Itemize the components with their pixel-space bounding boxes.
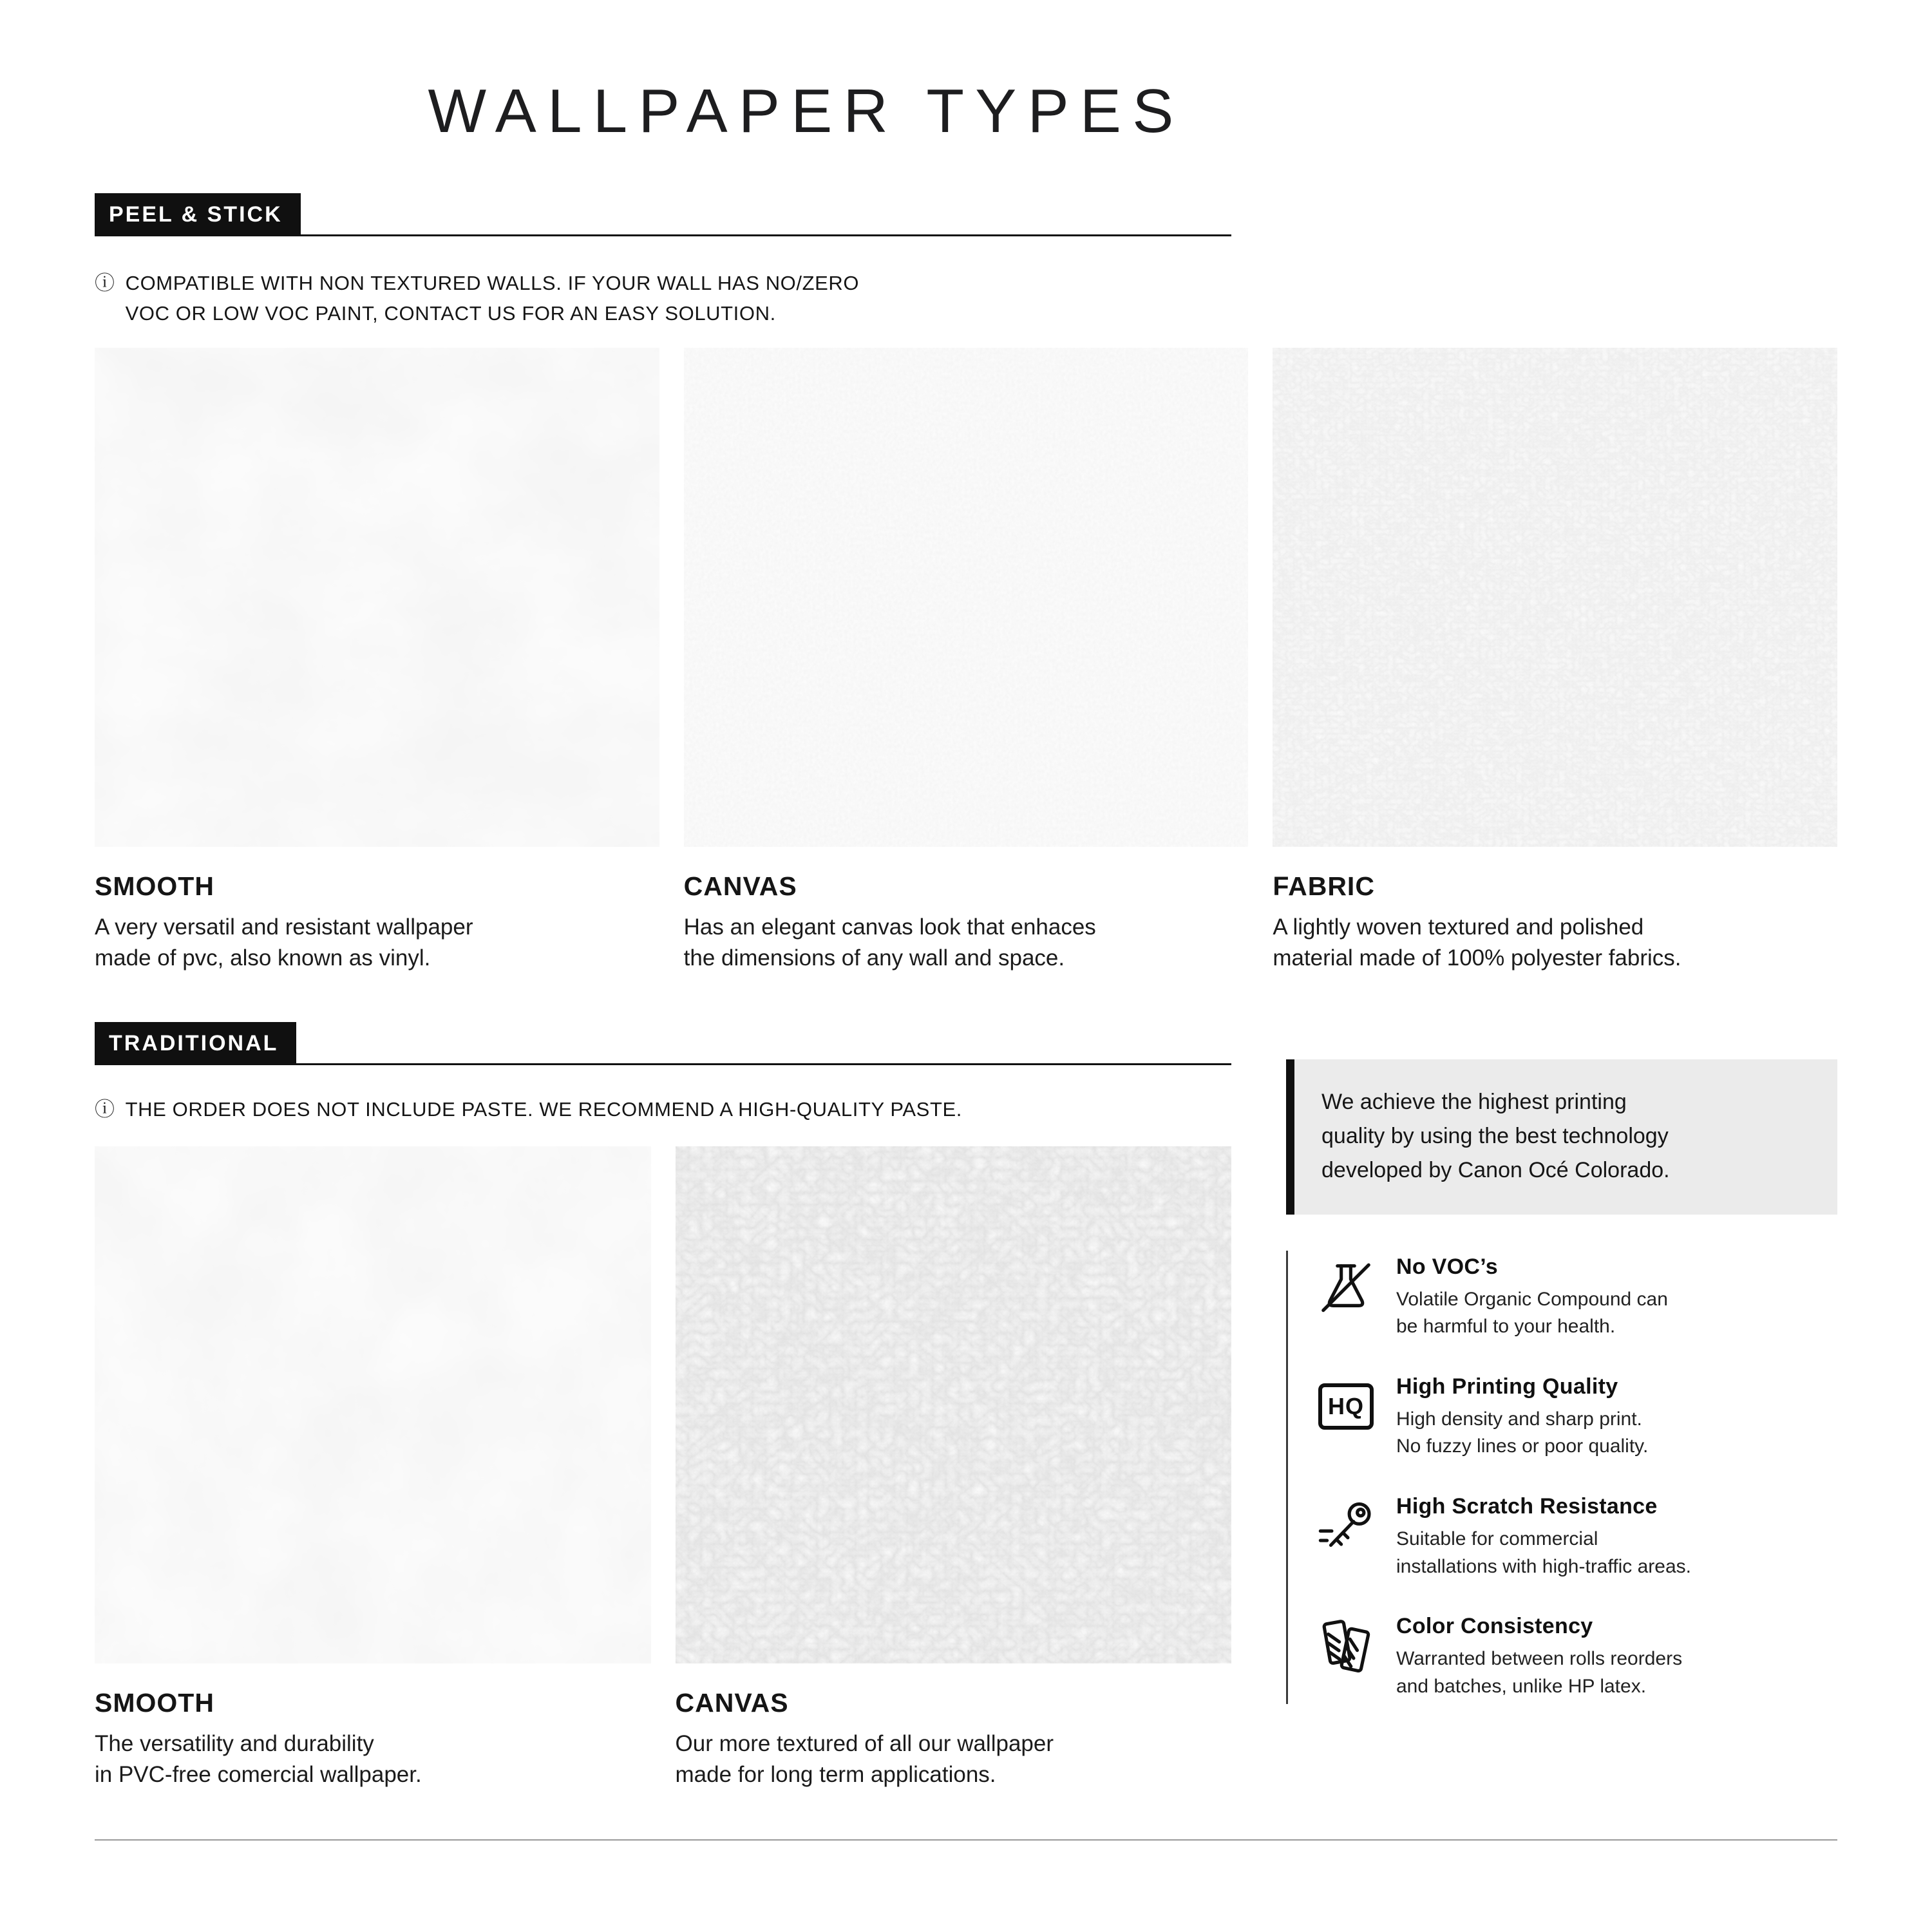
hq-icon bbox=[1314, 1374, 1378, 1439]
bottom-area bbox=[95, 1022, 1837, 1791]
peel-stick-section bbox=[95, 193, 1837, 974]
swatch-caption bbox=[95, 871, 659, 974]
desc-line: Has an elegant canvas look that enhaces bbox=[683, 914, 1096, 940]
desc-line: made for long term applications. bbox=[675, 1762, 996, 1788]
swatch-card-canvas bbox=[684, 348, 1249, 974]
feature-high-printing-quality bbox=[1314, 1374, 1837, 1461]
swatch-name: SMOOTH bbox=[95, 871, 214, 901]
feature-description bbox=[1396, 1645, 1682, 1700]
info-column bbox=[1286, 1022, 1837, 1705]
coarse-canvas-texture bbox=[676, 1146, 1232, 1663]
desc-line: in PVC-free comercial wallpaper. bbox=[95, 1762, 422, 1788]
feature-description bbox=[1396, 1526, 1691, 1580]
swatch-description bbox=[95, 912, 659, 974]
desc-line: Warranted between rolls reorders bbox=[1396, 1648, 1683, 1670]
info-icon: ⓘ bbox=[95, 272, 115, 294]
note-text bbox=[126, 269, 860, 328]
swatch-card-smooth-traditional bbox=[95, 1146, 651, 1791]
swatch-name: SMOOTH bbox=[95, 1688, 214, 1718]
desc-line: No fuzzy lines or poor quality. bbox=[1396, 1435, 1649, 1457]
swatch-caption bbox=[95, 1688, 651, 1791]
feature-text bbox=[1396, 1494, 1691, 1580]
note-text bbox=[126, 1095, 962, 1125]
swatch-card-fabric bbox=[1273, 348, 1837, 974]
feature-title: Color Consistency bbox=[1396, 1614, 1593, 1639]
swatch-description bbox=[676, 1728, 1232, 1791]
feature-text bbox=[1396, 1374, 1648, 1461]
feature-description bbox=[1396, 1286, 1668, 1341]
note-line: COMPATIBLE WITH NON TEXTURED WALLS. IF YOUR WALL HAS NO/ZERO bbox=[125, 272, 860, 294]
desc-line: A lightly woven textured and polished bbox=[1273, 914, 1644, 940]
info-icon: ⓘ bbox=[95, 1097, 115, 1121]
swatch-description bbox=[684, 912, 1249, 974]
footer-divider bbox=[95, 1839, 1837, 1841]
feature-list bbox=[1286, 1251, 1837, 1705]
feature-title: No VOC’s bbox=[1396, 1254, 1498, 1279]
feature-description bbox=[1396, 1406, 1648, 1461]
callout-line: quality by using the best technology bbox=[1321, 1123, 1669, 1148]
swatch-image-smooth bbox=[95, 348, 659, 847]
desc-line: Volatile Organic Compound can bbox=[1396, 1288, 1668, 1310]
scratch-resistance-icon bbox=[1314, 1494, 1378, 1558]
swatch-image-fabric bbox=[1273, 348, 1837, 847]
swatch-caption bbox=[1273, 871, 1837, 974]
traditional-swatches bbox=[95, 1146, 1231, 1791]
swatch-card-canvas-traditional bbox=[676, 1146, 1232, 1791]
swatch-card-smooth bbox=[95, 348, 659, 974]
callout-line: We achieve the highest printing bbox=[1321, 1089, 1627, 1114]
note-line: VOC OR LOW VOC PAINT, CONTACT US FOR AN EASY SOLUTION. bbox=[125, 301, 776, 325]
swatch-description bbox=[1273, 912, 1837, 974]
desc-line: A very versatil and resistant wallpaper bbox=[95, 914, 473, 940]
callout-line: developed by Canon Océ Colorado. bbox=[1321, 1157, 1670, 1182]
traditional-note bbox=[95, 1095, 1231, 1125]
feature-text bbox=[1396, 1255, 1668, 1341]
desc-line: the dimensions of any wall and space. bbox=[683, 945, 1065, 971]
traditional-section bbox=[95, 1022, 1231, 1791]
color-consistency-icon bbox=[1314, 1614, 1378, 1678]
smooth-texture bbox=[95, 1146, 651, 1663]
header-rule bbox=[301, 234, 1231, 236]
traditional-label: TRADITIONAL bbox=[95, 1022, 296, 1065]
feature-scratch-resistance bbox=[1314, 1494, 1837, 1580]
no-voc-icon bbox=[1314, 1255, 1378, 1319]
swatch-caption bbox=[676, 1688, 1232, 1791]
desc-line: The versatility and durability bbox=[95, 1731, 374, 1757]
swatch-image-canvas bbox=[684, 348, 1249, 847]
desc-line: Our more textured of all our wallpaper bbox=[675, 1731, 1054, 1757]
peel-stick-label: PEEL & STICK bbox=[95, 193, 301, 236]
fabric-texture bbox=[1273, 348, 1837, 847]
desc-line: installations with high-traffic areas. bbox=[1396, 1555, 1691, 1577]
swatch-image-canvas-traditional bbox=[676, 1146, 1232, 1663]
canvas-texture bbox=[684, 348, 1249, 847]
swatch-caption bbox=[684, 871, 1249, 974]
hq-icon-label: HQ bbox=[1318, 1383, 1374, 1430]
header-rule bbox=[296, 1063, 1231, 1065]
feature-title: High Printing Quality bbox=[1396, 1374, 1618, 1399]
swatch-image-smooth-traditional bbox=[95, 1146, 651, 1663]
feature-title: High Scratch Resistance bbox=[1396, 1494, 1658, 1519]
desc-line: Suitable for commercial bbox=[1396, 1528, 1598, 1550]
page-title: WALLPAPER TYPES bbox=[428, 77, 1185, 146]
peel-stick-header bbox=[95, 193, 1231, 236]
peel-stick-swatches bbox=[95, 348, 1837, 974]
print-quality-callout bbox=[1286, 1059, 1837, 1215]
desc-line: be harmful to your health. bbox=[1396, 1316, 1616, 1338]
traditional-header bbox=[95, 1022, 1231, 1065]
feature-text bbox=[1396, 1614, 1682, 1700]
feature-color-consistency bbox=[1314, 1614, 1837, 1700]
desc-line: and batches, unlike HP latex. bbox=[1396, 1675, 1647, 1697]
note-line: THE ORDER DOES NOT INCLUDE PASTE. WE RECOMMEND A HIGH-QUALITY PASTE. bbox=[125, 1097, 962, 1121]
desc-line: High density and sharp print. bbox=[1396, 1408, 1642, 1430]
desc-line: made of pvc, also known as vinyl. bbox=[95, 945, 431, 971]
swatch-name: CANVAS bbox=[675, 1688, 789, 1718]
peel-stick-note bbox=[95, 269, 1837, 328]
desc-line: material made of 100% polyester fabrics. bbox=[1273, 945, 1681, 971]
smooth-texture bbox=[95, 348, 659, 847]
swatch-name: CANVAS bbox=[683, 871, 797, 901]
swatch-description bbox=[95, 1728, 651, 1791]
swatch-name: FABRIC bbox=[1273, 871, 1375, 901]
feature-no-voc bbox=[1314, 1255, 1837, 1341]
